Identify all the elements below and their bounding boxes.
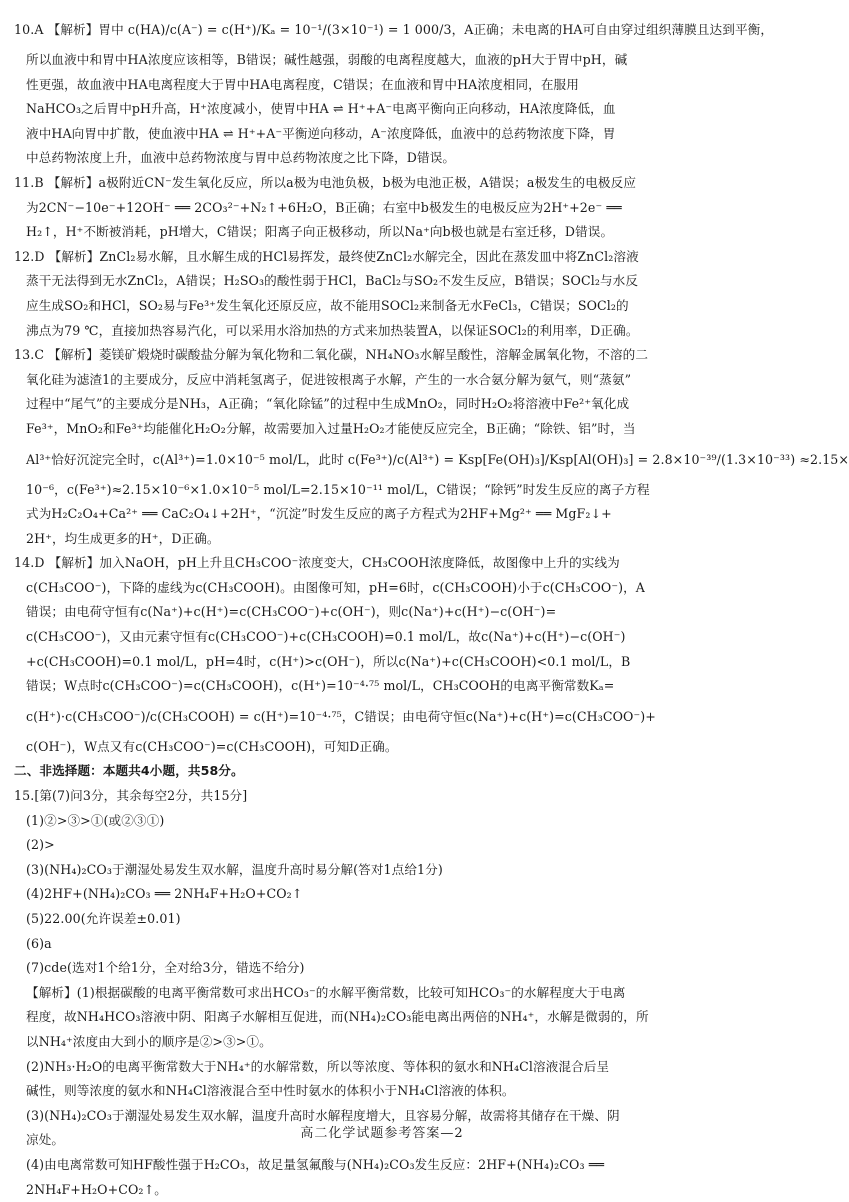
text-line: (2)NH₃·H₂O的电离平衡常数大于NH₄⁺的水解常数，所以等浓度、等体积的氨水和NH₄Cl溶液混合后呈	[26, 1058, 610, 1074]
text-line: 2H⁺，均生成更多的H⁺，D正确。	[26, 530, 220, 546]
text-line: +c(CH₃COOH)=0.1 mol/L，pH=4时，c(H⁺)>c(OH⁻)，所以c(Na⁺)+c(CH₃COOH)<0.1 mol/L，B	[26, 653, 631, 669]
text-line: Fe³⁺，MnO₂和Fe³⁺均能催化H₂O₂分解，故需要加入过量H₂O₂才能使反应完全，B正确；“除铁、铝”时，当	[26, 420, 636, 436]
text-line: Al³⁺恰好沉淀完全时，c(Al³⁺)=1.0×10⁻⁵ mol/L，此时 c(Fe³⁺)/c(Al³⁺) = Ksp[Fe(OH)₃]/Ksp[Al(OH)₃] = 2.8×10⁻³⁹/(1.3×10⁻³³) ≈2.15×	[26, 451, 849, 467]
section-heading: 二、非选择题：本题共4小题，共58分。	[14, 763, 244, 779]
text-line: 液中HA向胃中扩散，使血液中HA ⇌ H⁺+A⁻平衡逆向移动，A⁻浓度降低，血液中的总药物浓度下降，胃	[26, 125, 616, 141]
text-line: (7)cde(选对1个给1分，全对给3分，错选不给分)	[26, 960, 305, 976]
text-line: 12.D 【解析】ZnCl₂易水解，且水解生成的HCl易挥发，最终使ZnCl₂水解完全，因此在蒸发皿中将ZnCl₂溶液	[14, 248, 639, 264]
text-line: 中总药物浓度上升，血液中总药物浓度与胃中总药物浓度之比下降，D错误。	[26, 150, 456, 166]
text-line: (2)>	[26, 837, 55, 853]
text-line: 蒸干无法得到无水ZnCl₂，A错误；H₂SO₃的酸性弱于HCl，BaCl₂与SO₂不发生反应，B错误；SOCl₂与水反	[26, 273, 639, 289]
text-line: 15.[第(7)问3分，其余每空2分，共15分]	[14, 788, 248, 804]
text-line: 13.C 【解析】菱镁矿煅烧时碳酸盐分解为氧化物和二氧化碳，NH₄NO₃水解呈酸性，溶解金属氧化物，不溶的二	[14, 347, 649, 363]
text-line: 沸点为79 ℃，直接加热容易汽化，可以采用水浴加热的方式来加热装置A，以保证SOCl₂的利用率，D正确。	[26, 322, 639, 338]
text-line: c(CH₃COO⁻)，又由元素守恒有c(CH₃COO⁻)+c(CH₃COOH)=0.1 mol/L，故c(Na⁺)+c(H⁺)−c(OH⁻)	[26, 629, 626, 645]
text-line: (5)22.00(允许误差±0.01)	[26, 911, 181, 926]
text-line: 【解析】(1)根据碳酸的电离平衡常数可求出HCO₃⁻的水解平衡常数，比较可知HCO₃⁻的水解程度大于电离	[26, 984, 626, 1000]
text-line: 10⁻⁶，c(Fe³⁺)≈2.15×10⁻⁶×1.0×10⁻⁵ mol/L=2.15×10⁻¹¹ mol/L，C错误；“除钙”时发生反应的离子方程	[26, 481, 650, 497]
text-line: NaHCO₃之后胃中pH升高，H⁺浓度减小，使胃中HA ⇌ H⁺+A⁻电离平衡向正向移动，HA浓度降低，血	[26, 101, 616, 117]
text-line: 以NH₄⁺浓度由大到小的顺序是②>③>①。	[26, 1033, 272, 1049]
text-line: 氧化硅为滤渣1的主要成分，反应中消耗氢离子，促进铵根离子水解，产生的一水合氨分解为氨气，则“蒸氨”	[26, 371, 632, 387]
text-line: c(OH⁻)，W点又有c(CH₃COO⁻)=c(CH₃COOH)，可知D正确。	[26, 738, 398, 754]
text-line: 凉处。	[26, 1132, 65, 1148]
text-line: (4)2HF+(NH₄)₂CO₃ ══ 2NH₄F+H₂O+CO₂↑	[26, 886, 303, 902]
text-line: H₂↑，H⁺不断被消耗，pH增大，C错误；阳离子向正极移动，所以Na⁺向b极也就是右室迁移，D错误。	[26, 224, 614, 240]
text-line: 10.A 【解析】胃中 c(HA)/c(A⁻) = c(H⁺)/Kₐ = 10⁻¹/(3×10⁻¹) = 1 000/3，A正确；未电离的HA可自由穿过组织薄膜且达到平衡，	[14, 22, 774, 37]
text-line: 14.D 【解析】加入NaOH，pH上升且CH₃COO⁻浓度变大，CH₃COOH浓度降低，故图像中上升的实线为	[14, 555, 620, 571]
text-line: 错误；由电荷守恒有c(Na⁺)+c(H⁺)=c(CH₃COO⁻)+c(OH⁻)，则c(Na⁺)+c(H⁺)−c(OH⁻)=	[26, 604, 557, 620]
text-line: 11.B 【解析】a极附近CN⁻发生氧化反应，所以a极为电池负极，b极为电池正极，A错误；a极发生的电极反应	[14, 174, 637, 190]
text-line: 所以血液中和胃中HA浓度应该相等，B错误；碱性越强，弱酸的电离程度越大，血液的pH大于胃中pH，碱	[26, 52, 628, 67]
page-footer: 高二化学试题参考答案—2	[300, 1126, 464, 1141]
answer-content	[14, 12, 849, 1202]
text-line: 碱性，则等浓度的氨水和NH₄Cl溶液混合至中性时氨水的体积小于NH₄Cl溶液的体积。	[26, 1083, 515, 1099]
text-line: 为2CN⁻−10e⁻+12OH⁻ ══ 2CO₃²⁻+N₂↑+6H₂O，B正确；右室中b极发生的电极反应为2H⁺+2e⁻ ══	[26, 199, 622, 215]
text-line: 2NH₄F+H₂O+CO₂↑。	[26, 1181, 167, 1197]
text-line: (3)(NH₄)₂CO₃于潮湿处易发生双水解，温度升高时易分解(答对1点给1分)	[26, 861, 443, 877]
text-line: 应生成SO₂和HCl，SO₂易与Fe³⁺发生氧化还原反应，故不能用SOCl₂来制备无水FeCl₃，C错误；SOCl₂的	[26, 297, 629, 313]
text-line: 性更强，故血液中HA电离程度大于胃中HA电离程度，C错误；在血液和胃中HA浓度相同，在服用	[26, 76, 579, 92]
text-line: 错误；W点时c(CH₃COO⁻)=c(CH₃COOH)，c(H⁺)=10⁻⁴·⁷⁵ mol/L，CH₃COOH的电离平衡常数Kₐ=	[26, 678, 615, 694]
text-line: 程度，故NH₄HCO₃溶液中阴、阳离子水解相互促进，而(NH₄)₂CO₃能电离出两倍的NH₄⁺，水解是微弱的，所	[26, 1009, 649, 1025]
text-line: c(H⁺)·c(CH₃COO⁻)/c(CH₃COOH) = c(H⁺)=10⁻⁴·⁷⁵，C错误；由电荷守恒c(Na⁺)+c(H⁺)=c(CH₃COO⁻)+	[26, 708, 656, 724]
text-line: (6)a	[26, 935, 52, 951]
text-line: 式为H₂C₂O₄+Ca²⁺ ══ CaC₂O₄↓+2H⁺，“沉淀”时发生反应的离子方程式为2HF+Mg²⁺ ══ MgF₂↓+	[26, 506, 612, 522]
text-line: (1)②>③>①(或②③①)	[26, 812, 165, 828]
text-line: c(CH₃COO⁻)，下降的虚线为c(CH₃COOH)。由图像可知，pH=6时，c(CH₃COOH)小于c(CH₃COO⁻)，A	[26, 579, 645, 595]
text-line: (3)(NH₄)₂CO₃于潮湿处易发生双水解，温度升高时水解程度增大，且容易分解，故需将其储存在干燥、阴	[26, 1107, 620, 1123]
text-line: 过程中“尾气”的主要成分是NH₃，A正确；“氧化除锰”的过程中生成MnO₂，同时H₂O₂将溶液中Fe²⁺氧化成	[26, 396, 630, 412]
text-line: (4)由电离常数可知HF酸性强于H₂CO₃，故足量氢氟酸与(NH₄)₂CO₃发生反应：2HF+(NH₄)₂CO₃ ══	[26, 1156, 605, 1172]
